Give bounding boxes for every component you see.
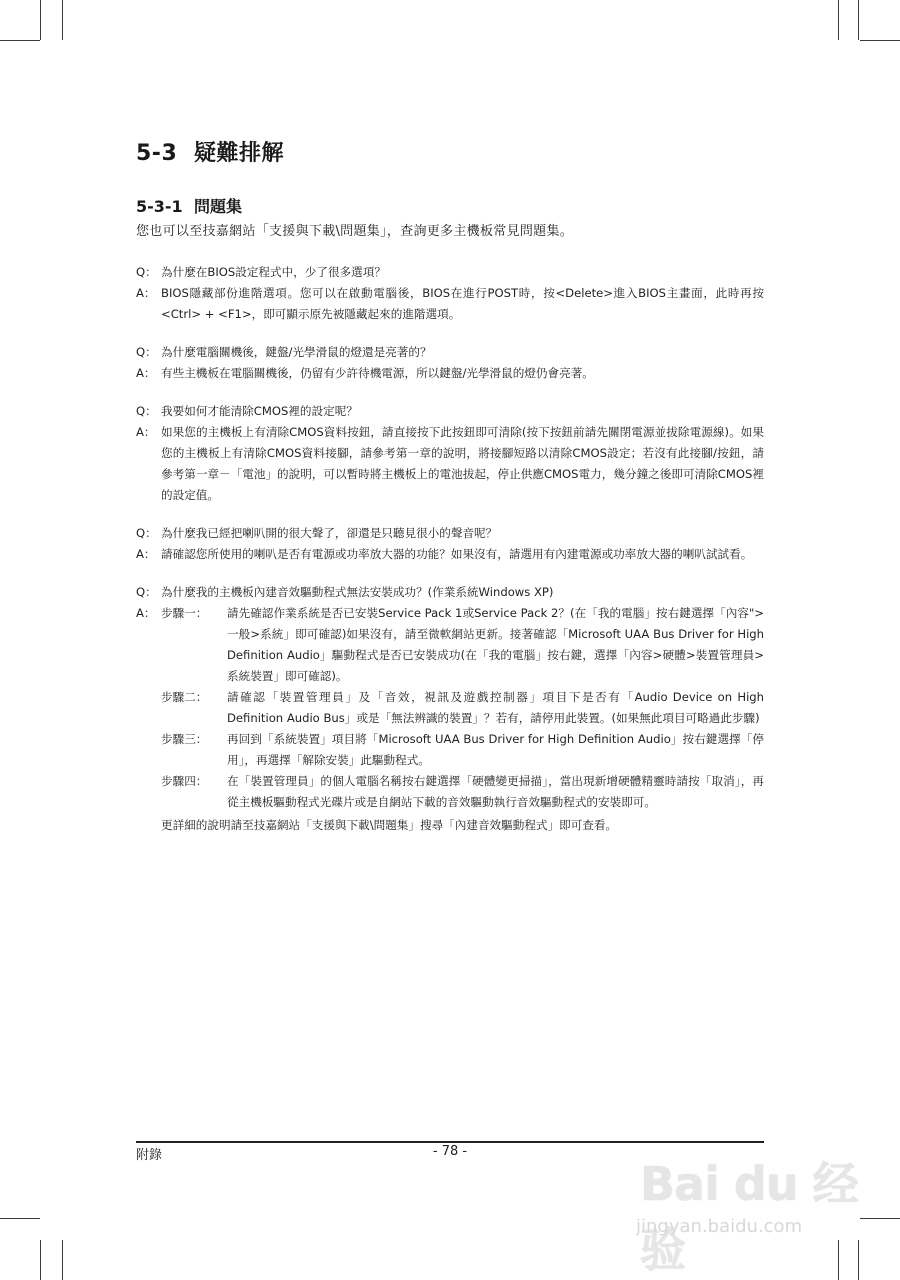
- crop-mark: [858, 0, 859, 40]
- answer-step: [161, 729, 764, 771]
- question-text: 為什麼電腦關機後，鍵盤/光學滑鼠的燈還是亮著的？: [161, 345, 432, 359]
- subsection-heading: [136, 194, 242, 217]
- step-label: 步驟一：: [161, 606, 208, 620]
- answer-step: [161, 603, 764, 687]
- crop-mark: [0, 40, 40, 41]
- answer-text: 請確認您所使用的喇叭是否有電源或功率放大器的功能？如果沒有，請選用有內建電源或功率放大器的喇叭試試看。: [161, 547, 753, 561]
- answer-label: A：: [136, 547, 156, 561]
- answer-label: A：: [136, 606, 156, 620]
- crop-mark: [40, 1240, 41, 1280]
- watermark-logo: Bai du 经验: [640, 1157, 858, 1277]
- watermark-url: jingyan.baidu.com: [636, 1216, 803, 1237]
- faq-item: [136, 342, 764, 384]
- step-text: 請先確認作業系統是否已安裝Service Pack 1或Service Pack 2？(在「我的電腦」按右鍵選擇「內容">一般>系統」即可確認)如果沒有，請至微軟網站更新。接著確認「Microsoft UAA Bus Driver for High Definition Audio」驅動程式是否已安裝成功(在「我的電腦」按右鍵，選擇「內容>硬體>裝置管理員>系統裝置」即可確認)。: [227, 606, 764, 683]
- step-label: 步驟四：: [161, 774, 208, 788]
- answer-text: BIOS隱藏部份進階選項。您可以在啟動電腦後，BIOS在進行POST時，按<Delete>進入BIOS主畫面，此時再按<Ctrl> + <F1>，即可顯示原先被隱藏起來的進階選項。: [161, 286, 764, 321]
- question-text: 為什麼在BIOS設定程式中，少了很多選項？: [161, 265, 386, 279]
- crop-mark: [0, 1218, 40, 1219]
- step-label: 步驟三：: [161, 732, 208, 746]
- step-text: 在「裝置管理員」的個人電腦名稱按右鍵選擇「硬體變更掃描」，當出現新增硬體精靈時請按「取消」，再從主機板驅動程式光碟片或是自網站下載的音效驅動執行音效驅動程式的安裝即可。: [227, 774, 764, 809]
- more-info-text: 更詳細的說明請至技嘉網站「支援與下載\問題集」搜尋「內建音效驅動程式」即可查看。: [161, 818, 618, 832]
- question-label: Q：: [136, 265, 157, 279]
- faq-item: [136, 401, 764, 506]
- question-label: Q：: [136, 526, 157, 540]
- step-label: 步驟二：: [161, 690, 208, 704]
- question-text: 我要如何才能清除CMOS裡的設定呢？: [161, 404, 358, 418]
- question-label: Q：: [136, 404, 157, 418]
- subsection-title: 問題集: [194, 197, 243, 216]
- subsection-number: 5-3-1: [136, 197, 183, 216]
- question-text: 為什麼我的主機板內建音效驅動程式無法安裝成功？(作業系統Windows XP): [161, 585, 554, 599]
- answer-steps: [161, 603, 764, 813]
- step-text: 請確認「裝置管理員」及「音效，視訊及遊戲控制器」項目下是否有「Audio Device on High Definition Audio Bus」或是「無法辨識的裝置」？若有，請停用此裝置。(如果無此項目可略過此步驟): [227, 690, 764, 725]
- answer-label: A：: [136, 425, 156, 439]
- crop-mark: [62, 1240, 63, 1280]
- faq-item: [136, 582, 764, 836]
- question-text: 為什麼我已經把喇叭開的很大聲了，卻還是只聽見很小的聲音呢？: [161, 526, 498, 540]
- crop-mark: [838, 0, 839, 40]
- question-label: Q：: [136, 345, 157, 359]
- crop-mark: [62, 0, 63, 40]
- faq-item: [136, 523, 764, 565]
- footer-rule: [136, 1141, 764, 1143]
- section-title: 疑難排解: [194, 141, 285, 166]
- faq-item: [136, 262, 764, 325]
- answer-label: A：: [136, 286, 156, 300]
- section-number: 5-3: [136, 141, 178, 166]
- answer-text: 如果您的主機板上有清除CMOS資料按鈕，請直接按下此按鈕即可清除(按下按鈕前請先關閉電源並拔除電源線)。如果您的主機板上有清除CMOS資料接腳，請參考第一章的說明，將接腳短路以清除CMOS設定；若沒有此接腳/按鈕，請參考第一章－「電池」的說明，可以暫時將主機板上的電池拔起，停止供應CMOS電力，幾分鐘之後即可清除CMOS裡的設定值。: [161, 425, 764, 502]
- answer-text: 有些主機板在電腦關機後，仍留有少許待機電源，所以鍵盤/光學滑鼠的燈仍會亮著。: [161, 366, 594, 380]
- answer-step: [161, 687, 764, 729]
- page-number: - 78 -: [432, 1144, 468, 1159]
- question-label: Q：: [136, 585, 157, 599]
- step-text: 再回到「系統裝置」項目將「Microsoft UAA Bus Driver for High Definition Audio」按右鍵選擇「停用」，再選擇「解除安裝」此驅動程式。: [227, 732, 764, 767]
- faq-list: [136, 262, 764, 853]
- answer-step: [161, 771, 764, 813]
- footer-section-name: 附錄: [136, 1148, 163, 1163]
- crop-mark: [40, 0, 41, 40]
- section-heading: [136, 136, 284, 167]
- intro-text: 您也可以至技嘉網站「支援與下載\問題集」，查詢更多主機板常見問題集。: [136, 224, 574, 239]
- answer-label: A：: [136, 366, 156, 380]
- crop-mark: [860, 40, 900, 41]
